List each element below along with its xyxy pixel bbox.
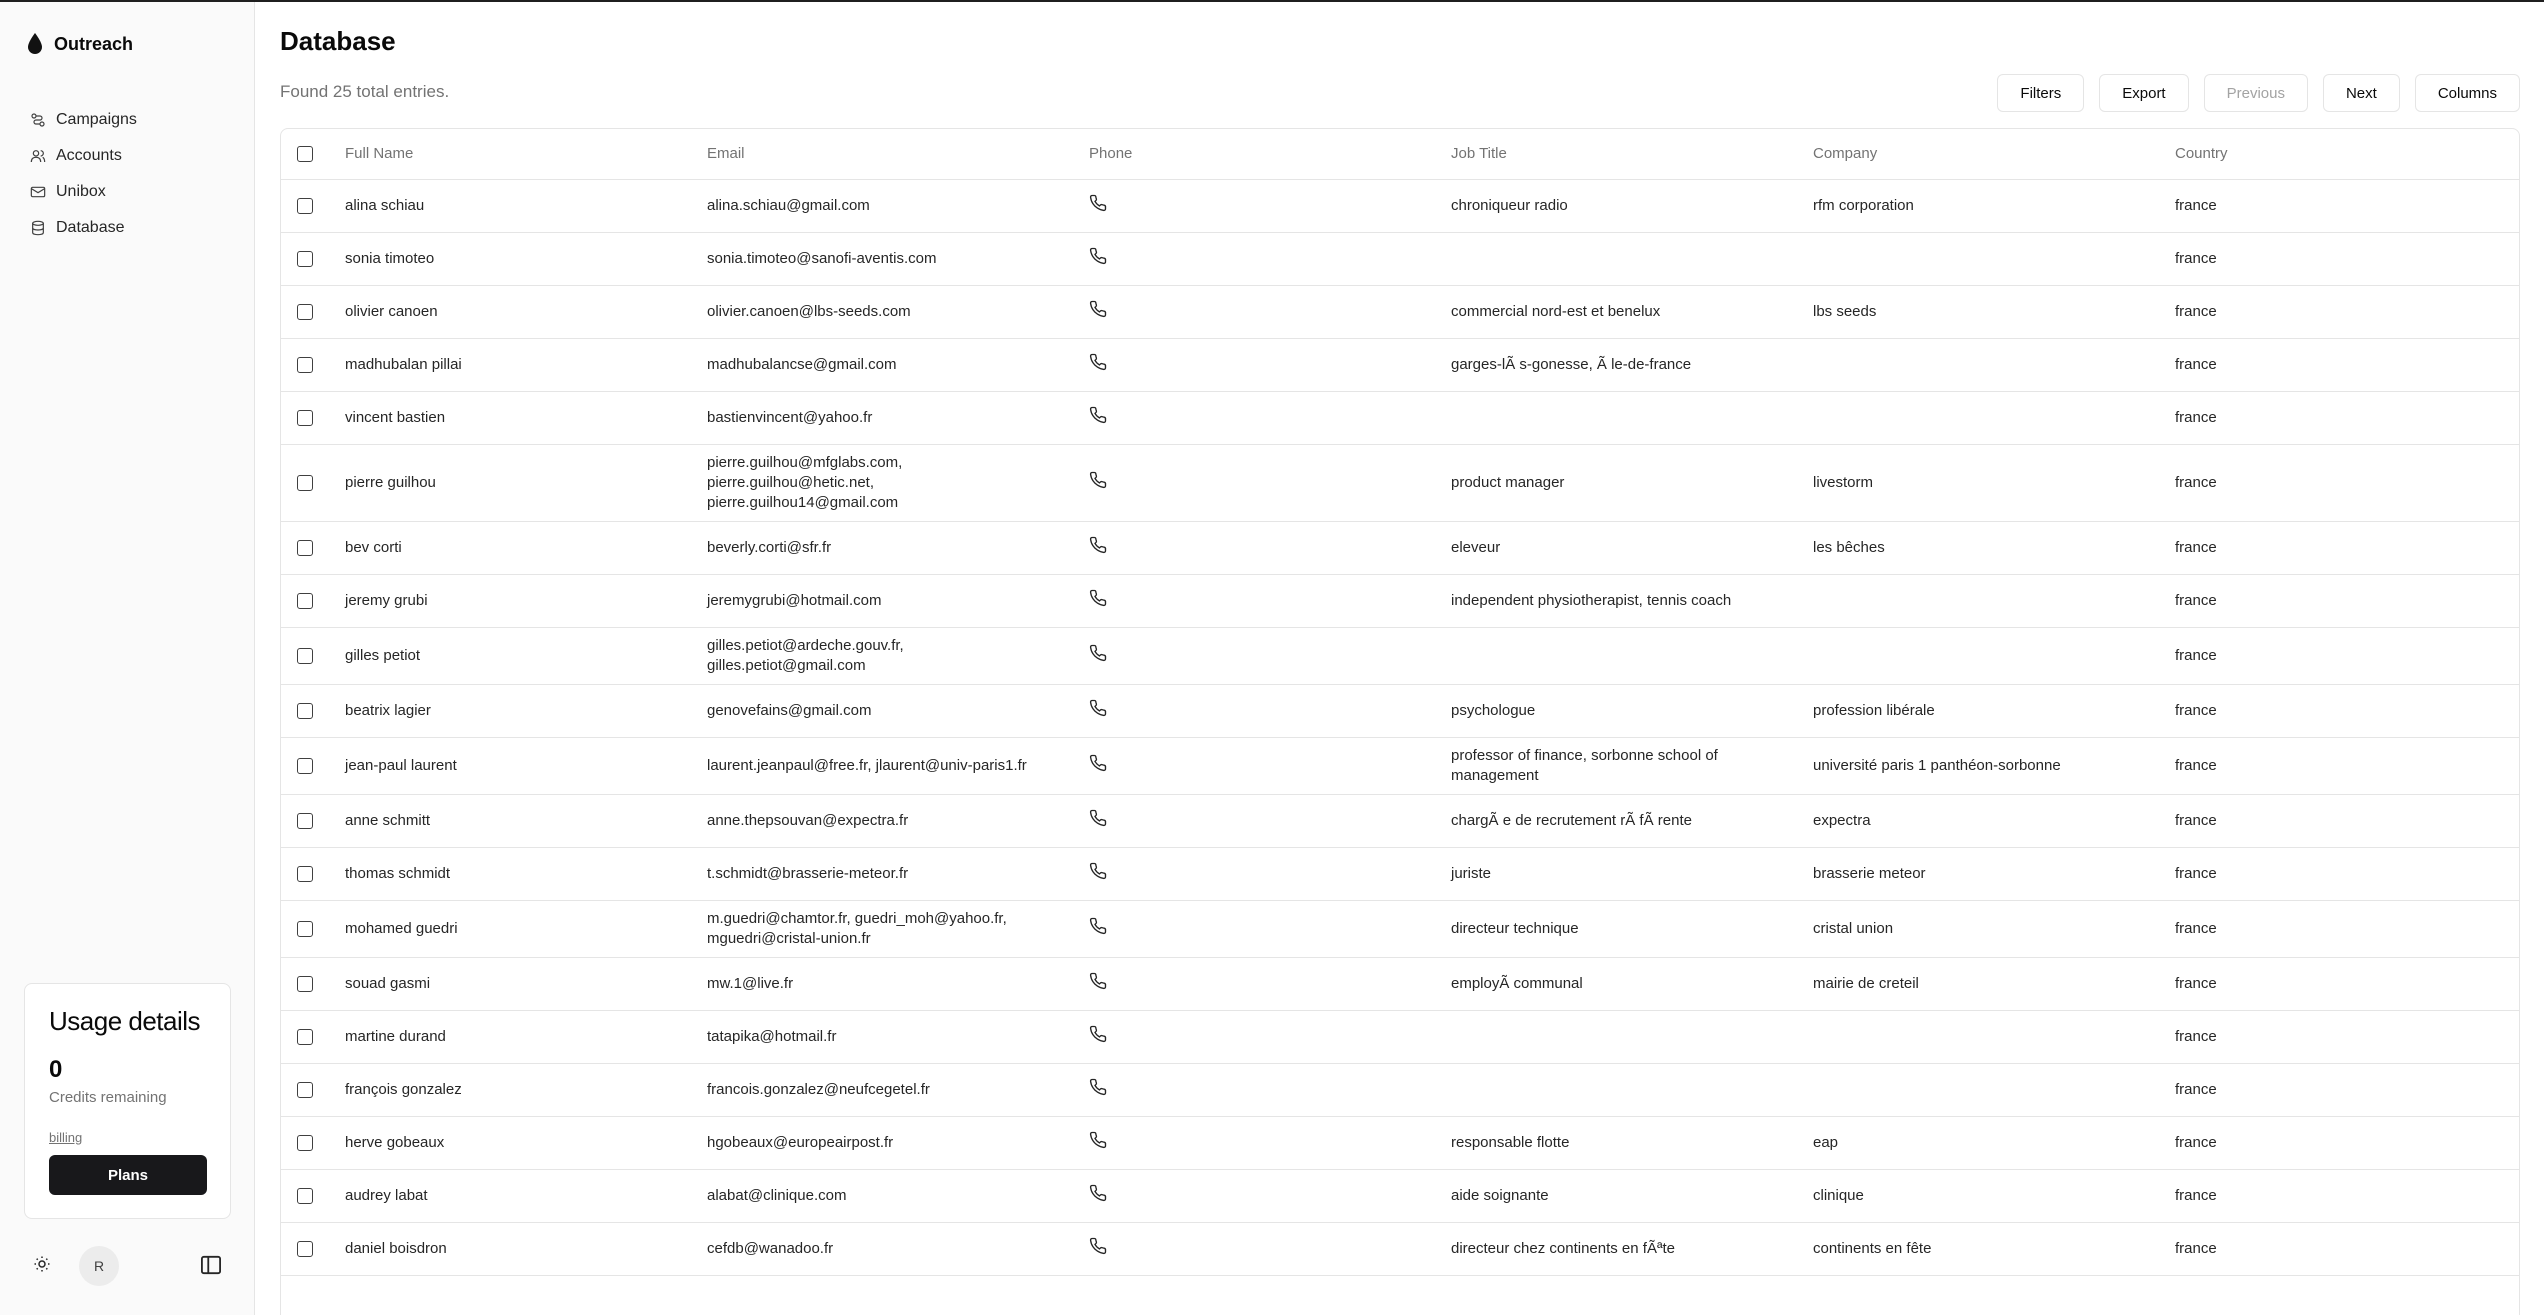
country-cell: france — [2167, 900, 2519, 957]
job-title-cell: chargÃ e de recrutement rÃ fÃ rente — [1443, 794, 1805, 847]
job-title-cell: aide soignante — [1443, 1169, 1805, 1222]
table-row[interactable] — [281, 1010, 2519, 1063]
phone-cell — [1081, 1010, 1443, 1063]
row-checkbox[interactable] — [297, 813, 313, 829]
company-cell: continents en fête — [1805, 1222, 2167, 1275]
email-value: gilles.petiot@gmail.com — [707, 656, 866, 674]
email-value: anne.thepsouvan@expectra.fr — [707, 811, 909, 829]
job-title-cell — [1443, 391, 1805, 444]
phone-icon[interactable] — [1089, 1237, 1107, 1255]
table-row[interactable] — [281, 391, 2519, 444]
country-cell: france — [2167, 521, 2519, 574]
job-title-cell — [1443, 627, 1805, 684]
sidebar-item-label: Database — [56, 219, 125, 236]
email-cell — [699, 900, 1081, 957]
sidebar-nav — [30, 102, 137, 246]
full-name-cell: souad gasmi — [337, 957, 699, 1010]
full-name-cell: bev corti — [337, 521, 699, 574]
table-body — [281, 179, 2519, 1275]
email-value: laurent.jeanpaul@free.fr, jlaurent@univ-paris1.fr — [707, 756, 1027, 774]
row-select-cell — [281, 521, 337, 574]
country-cell: france — [2167, 1169, 2519, 1222]
row-select-cell — [281, 794, 337, 847]
export-button[interactable]: Export — [2099, 74, 2188, 112]
row-checkbox[interactable] — [297, 1188, 313, 1204]
email-value: tatapika@hotmail.fr — [707, 1027, 837, 1045]
email-value: beverly.corti@sfr.fr — [707, 538, 832, 556]
table-row[interactable] — [281, 285, 2519, 338]
phone-icon[interactable] — [1089, 406, 1107, 424]
email-cell — [699, 957, 1081, 1010]
country-cell: france — [2167, 1010, 2519, 1063]
company-cell: cristal union — [1805, 900, 2167, 957]
email-value: gilles.petiot@ardeche.gouv.fr, — [707, 636, 904, 654]
select-all-checkbox[interactable] — [297, 146, 313, 162]
row-checkbox[interactable] — [297, 1029, 313, 1045]
email-cell — [699, 684, 1081, 737]
phone-icon[interactable] — [1089, 1184, 1107, 1202]
row-checkbox[interactable] — [297, 304, 313, 320]
row-select-cell — [281, 1116, 337, 1169]
table-row[interactable] — [281, 737, 2519, 794]
select-all-cell — [281, 129, 337, 179]
sidebar-item-label: Campaigns — [56, 111, 137, 128]
company-cell: mairie de creteil — [1805, 957, 2167, 1010]
phone-icon[interactable] — [1089, 1078, 1107, 1096]
email-cell — [699, 1222, 1081, 1275]
row-select-cell — [281, 1169, 337, 1222]
email-value: t.schmidt@brasserie-meteor.fr — [707, 864, 909, 882]
company-cell — [1805, 232, 2167, 285]
full-name-cell: daniel boisdron — [337, 1222, 699, 1275]
row-select-cell — [281, 900, 337, 957]
phone-cell — [1081, 1222, 1443, 1275]
company-cell: brasserie meteor — [1805, 847, 2167, 900]
database-table — [280, 128, 2520, 1315]
phone-icon[interactable] — [1089, 644, 1107, 662]
phone-icon[interactable] — [1089, 754, 1107, 772]
country-cell: france — [2167, 232, 2519, 285]
toolbar — [1997, 74, 2520, 112]
row-select-cell — [281, 391, 337, 444]
email-value: madhubalancse@gmail.com — [707, 355, 897, 373]
full-name-cell: mohamed guedri — [337, 900, 699, 957]
phone-cell — [1081, 444, 1443, 521]
phone-cell — [1081, 179, 1443, 232]
row-checkbox[interactable] — [297, 251, 313, 267]
email-value: m.guedri@chamtor.fr, guedri_moh@yahoo.fr, — [707, 909, 1007, 927]
phone-icon[interactable] — [1089, 300, 1107, 318]
table-row[interactable] — [281, 847, 2519, 900]
row-checkbox[interactable] — [297, 1082, 313, 1098]
country-cell: france — [2167, 847, 2519, 900]
row-select-cell — [281, 232, 337, 285]
sidebar-item-campaigns[interactable] — [30, 102, 137, 138]
job-title-cell: professor of finance, sorbonne school of management — [1443, 737, 1805, 794]
row-select-cell — [281, 1222, 337, 1275]
company-cell: université paris 1 panthéon-sorbonne — [1805, 737, 2167, 794]
full-name-cell: thomas schmidt — [337, 847, 699, 900]
table-row[interactable] — [281, 1116, 2519, 1169]
table-row[interactable] — [281, 1222, 2519, 1275]
column-header-full-name[interactable]: Full Name — [337, 129, 699, 179]
company-cell — [1805, 1063, 2167, 1116]
company-cell: eap — [1805, 1116, 2167, 1169]
phone-cell — [1081, 521, 1443, 574]
job-title-cell: directeur technique — [1443, 900, 1805, 957]
phone-icon[interactable] — [1089, 536, 1107, 554]
job-title-cell: commercial nord-est et benelux — [1443, 285, 1805, 338]
country-cell: france — [2167, 957, 2519, 1010]
phone-icon[interactable] — [1089, 247, 1107, 265]
email-cell — [699, 847, 1081, 900]
email-cell — [699, 444, 1081, 521]
full-name-cell: alina schiau — [337, 179, 699, 232]
email-value: alabat@clinique.com — [707, 1186, 847, 1204]
country-cell: france — [2167, 285, 2519, 338]
company-cell: les bêches — [1805, 521, 2167, 574]
column-header-company[interactable]: Company — [1805, 129, 2167, 179]
full-name-cell: pierre guilhou — [337, 444, 699, 521]
table-row[interactable] — [281, 574, 2519, 627]
company-cell: clinique — [1805, 1169, 2167, 1222]
job-title-cell: independent physiotherapist, tennis coach — [1443, 574, 1805, 627]
company-cell — [1805, 391, 2167, 444]
credits-label: Credits remaining — [49, 1089, 167, 1106]
row-checkbox[interactable] — [297, 357, 313, 373]
country-cell: france — [2167, 1116, 2519, 1169]
job-title-cell — [1443, 1010, 1805, 1063]
row-select-cell — [281, 737, 337, 794]
table-row[interactable] — [281, 1063, 2519, 1116]
row-select-cell — [281, 574, 337, 627]
plans-button[interactable]: Plans — [49, 1155, 207, 1195]
phone-cell — [1081, 1063, 1443, 1116]
phone-cell — [1081, 627, 1443, 684]
full-name-cell: sonia timoteo — [337, 232, 699, 285]
phone-cell — [1081, 900, 1443, 957]
filters-button[interactable]: Filters — [1997, 74, 2084, 112]
phone-cell — [1081, 737, 1443, 794]
column-header-email[interactable]: Email — [699, 129, 1081, 179]
full-name-cell: beatrix lagier — [337, 684, 699, 737]
phone-cell — [1081, 285, 1443, 338]
job-title-cell: psychologue — [1443, 684, 1805, 737]
usage-card — [24, 983, 231, 1219]
phone-icon[interactable] — [1089, 471, 1107, 489]
full-name-cell: audrey labat — [337, 1169, 699, 1222]
row-checkbox[interactable] — [297, 1241, 313, 1257]
sidebar-item-label: Accounts — [56, 147, 122, 164]
email-cell — [699, 1116, 1081, 1169]
job-title-cell: garges-lÃ s-gonesse, Ã le-de-france — [1443, 338, 1805, 391]
job-title-cell — [1443, 232, 1805, 285]
row-select-cell — [281, 957, 337, 1010]
sidebar — [0, 2, 255, 1315]
full-name-cell: herve gobeaux — [337, 1116, 699, 1169]
full-name-cell: madhubalan pillai — [337, 338, 699, 391]
sidebar-toggle-icon[interactable] — [200, 1255, 222, 1275]
table-row[interactable] — [281, 957, 2519, 1010]
phone-icon[interactable] — [1089, 809, 1107, 827]
phone-cell — [1081, 391, 1443, 444]
row-checkbox[interactable] — [297, 921, 313, 937]
phone-icon[interactable] — [1089, 589, 1107, 607]
email-cell — [699, 338, 1081, 391]
brand[interactable] — [26, 32, 133, 56]
row-select-cell — [281, 1063, 337, 1116]
email-cell — [699, 521, 1081, 574]
table-row[interactable] — [281, 521, 2519, 574]
full-name-cell: olivier canoen — [337, 285, 699, 338]
job-title-cell: employÃ communal — [1443, 957, 1805, 1010]
table-row[interactable] — [281, 900, 2519, 957]
row-select-cell — [281, 627, 337, 684]
country-cell: france — [2167, 627, 2519, 684]
phone-icon[interactable] — [1089, 699, 1107, 717]
phone-icon[interactable] — [1089, 1025, 1107, 1043]
email-value: sonia.timoteo@sanofi-aventis.com — [707, 249, 937, 267]
phone-icon[interactable] — [1089, 972, 1107, 990]
row-checkbox[interactable] — [297, 648, 313, 664]
phone-cell — [1081, 574, 1443, 627]
company-cell: profession libérale — [1805, 684, 2167, 737]
column-header-job-title[interactable]: Job Title — [1443, 129, 1805, 179]
job-title-cell: juriste — [1443, 847, 1805, 900]
full-name-cell: vincent bastien — [337, 391, 699, 444]
row-checkbox[interactable] — [297, 410, 313, 426]
app-name: Outreach — [54, 33, 134, 54]
table-row[interactable] — [281, 179, 2519, 232]
email-value: francois.gonzalez@neufcegetel.fr — [707, 1080, 930, 1098]
email-cell — [699, 574, 1081, 627]
page-title: Database — [280, 26, 396, 56]
sidebar-item-unibox[interactable] — [30, 174, 137, 210]
phone-icon[interactable] — [1089, 862, 1107, 880]
accounts-icon — [30, 148, 46, 164]
email-cell — [699, 1169, 1081, 1222]
row-checkbox[interactable] — [297, 198, 313, 214]
job-title-cell: chroniqueur radio — [1443, 179, 1805, 232]
sidebar-item-accounts[interactable] — [30, 138, 137, 174]
row-checkbox[interactable] — [297, 758, 313, 774]
usage-title: Usage details — [49, 1006, 201, 1036]
email-cell — [699, 737, 1081, 794]
sun-icon[interactable] — [33, 1255, 51, 1273]
email-cell — [699, 794, 1081, 847]
phone-icon[interactable] — [1089, 1131, 1107, 1149]
country-cell: france — [2167, 391, 2519, 444]
next-button[interactable]: Next — [2323, 74, 2400, 112]
email-value: alina.schiau@gmail.com — [707, 196, 870, 214]
row-select-cell — [281, 684, 337, 737]
phone-cell — [1081, 957, 1443, 1010]
email-value: pierre.guilhou@mfglabs.com, — [707, 453, 903, 471]
column-header-phone[interactable]: Phone — [1081, 129, 1443, 179]
row-select-cell — [281, 1010, 337, 1063]
country-cell: france — [2167, 574, 2519, 627]
phone-cell — [1081, 847, 1443, 900]
email-value: jeremygrubi@hotmail.com — [707, 591, 882, 609]
phone-icon[interactable] — [1089, 917, 1107, 935]
row-select-cell — [281, 285, 337, 338]
row-select-cell — [281, 179, 337, 232]
full-name-cell: martine durand — [337, 1010, 699, 1063]
country-cell: france — [2167, 794, 2519, 847]
previous-button[interactable]: Previous — [2204, 74, 2308, 112]
row-checkbox[interactable] — [297, 1135, 313, 1151]
job-title-cell: product manager — [1443, 444, 1805, 521]
full-name-cell: jean-paul laurent — [337, 737, 699, 794]
full-name-cell: gilles petiot — [337, 627, 699, 684]
row-checkbox[interactable] — [297, 866, 313, 882]
email-cell — [699, 627, 1081, 684]
credits-count: 0 — [49, 1056, 63, 1083]
main-content — [256, 2, 2544, 1315]
phone-cell — [1081, 338, 1443, 391]
table-row[interactable] — [281, 444, 2519, 521]
company-cell: rfm corporation — [1805, 179, 2167, 232]
company-cell — [1805, 1010, 2167, 1063]
country-cell: france — [2167, 1063, 2519, 1116]
country-cell: france — [2167, 737, 2519, 794]
row-checkbox[interactable] — [297, 593, 313, 609]
full-name-cell: jeremy grubi — [337, 574, 699, 627]
email-value: mguedri@cristal-union.fr — [707, 929, 871, 947]
sidebar-footer — [0, 1246, 255, 1282]
row-checkbox[interactable] — [297, 976, 313, 992]
columns-button[interactable]: Columns — [2415, 74, 2520, 112]
campaigns-icon — [30, 112, 46, 128]
table-row[interactable] — [281, 627, 2519, 684]
country-cell: france — [2167, 684, 2519, 737]
email-cell — [699, 232, 1081, 285]
row-select-cell — [281, 444, 337, 521]
drop-logo-icon — [26, 32, 44, 56]
phone-icon[interactable] — [1089, 353, 1107, 371]
billing-link[interactable]: billing — [49, 1130, 83, 1145]
full-name-cell: françois gonzalez — [337, 1063, 699, 1116]
table-header-row — [281, 129, 2519, 179]
row-select-cell — [281, 338, 337, 391]
table-row[interactable] — [281, 232, 2519, 285]
email-value: genovefains@gmail.com — [707, 701, 872, 719]
table-row[interactable] — [281, 1169, 2519, 1222]
company-cell — [1805, 627, 2167, 684]
phone-cell — [1081, 232, 1443, 285]
email-cell — [699, 285, 1081, 338]
country-cell: france — [2167, 338, 2519, 391]
table-row[interactable] — [281, 794, 2519, 847]
row-checkbox[interactable] — [297, 703, 313, 719]
job-title-cell — [1443, 1063, 1805, 1116]
phone-cell — [1081, 794, 1443, 847]
email-cell — [699, 1010, 1081, 1063]
sidebar-item-label: Unibox — [56, 183, 106, 200]
country-cell: france — [2167, 1222, 2519, 1275]
sidebar-item-database[interactable] — [30, 210, 137, 246]
email-value: pierre.guilhou@hetic.net, — [707, 473, 874, 491]
email-value: pierre.guilhou14@gmail.com — [707, 493, 899, 511]
column-header-country[interactable]: Country — [2167, 129, 2519, 179]
full-name-cell: anne schmitt — [337, 794, 699, 847]
company-cell: expectra — [1805, 794, 2167, 847]
company-cell: livestorm — [1805, 444, 2167, 521]
entries-count: Found 25 total entries. — [280, 82, 450, 101]
country-cell: france — [2167, 179, 2519, 232]
email-value: hgobeaux@europeairpost.fr — [707, 1133, 894, 1151]
country-cell: france — [2167, 444, 2519, 521]
email-value: bastienvincent@yahoo.fr — [707, 408, 873, 426]
email-cell — [699, 1063, 1081, 1116]
job-title-cell: directeur chez continents en fÃªte — [1443, 1222, 1805, 1275]
phone-cell — [1081, 1116, 1443, 1169]
company-cell: lbs seeds — [1805, 285, 2167, 338]
email-value: cefdb@wanadoo.fr — [707, 1239, 834, 1257]
mail-icon — [30, 184, 46, 200]
email-cell — [699, 179, 1081, 232]
email-value: mw.1@live.fr — [707, 974, 794, 992]
database-icon — [30, 220, 46, 236]
company-cell — [1805, 338, 2167, 391]
phone-cell — [1081, 684, 1443, 737]
row-checkbox[interactable] — [297, 540, 313, 556]
avatar[interactable]: R — [79, 1246, 119, 1286]
table-row[interactable] — [281, 338, 2519, 391]
row-select-cell — [281, 847, 337, 900]
table-row[interactable] — [281, 684, 2519, 737]
row-checkbox[interactable] — [297, 475, 313, 491]
email-value: olivier.canoen@lbs-seeds.com — [707, 302, 911, 320]
phone-icon[interactable] — [1089, 194, 1107, 212]
job-title-cell: eleveur — [1443, 521, 1805, 574]
phone-cell — [1081, 1169, 1443, 1222]
email-cell — [699, 391, 1081, 444]
job-title-cell: responsable flotte — [1443, 1116, 1805, 1169]
company-cell — [1805, 574, 2167, 627]
